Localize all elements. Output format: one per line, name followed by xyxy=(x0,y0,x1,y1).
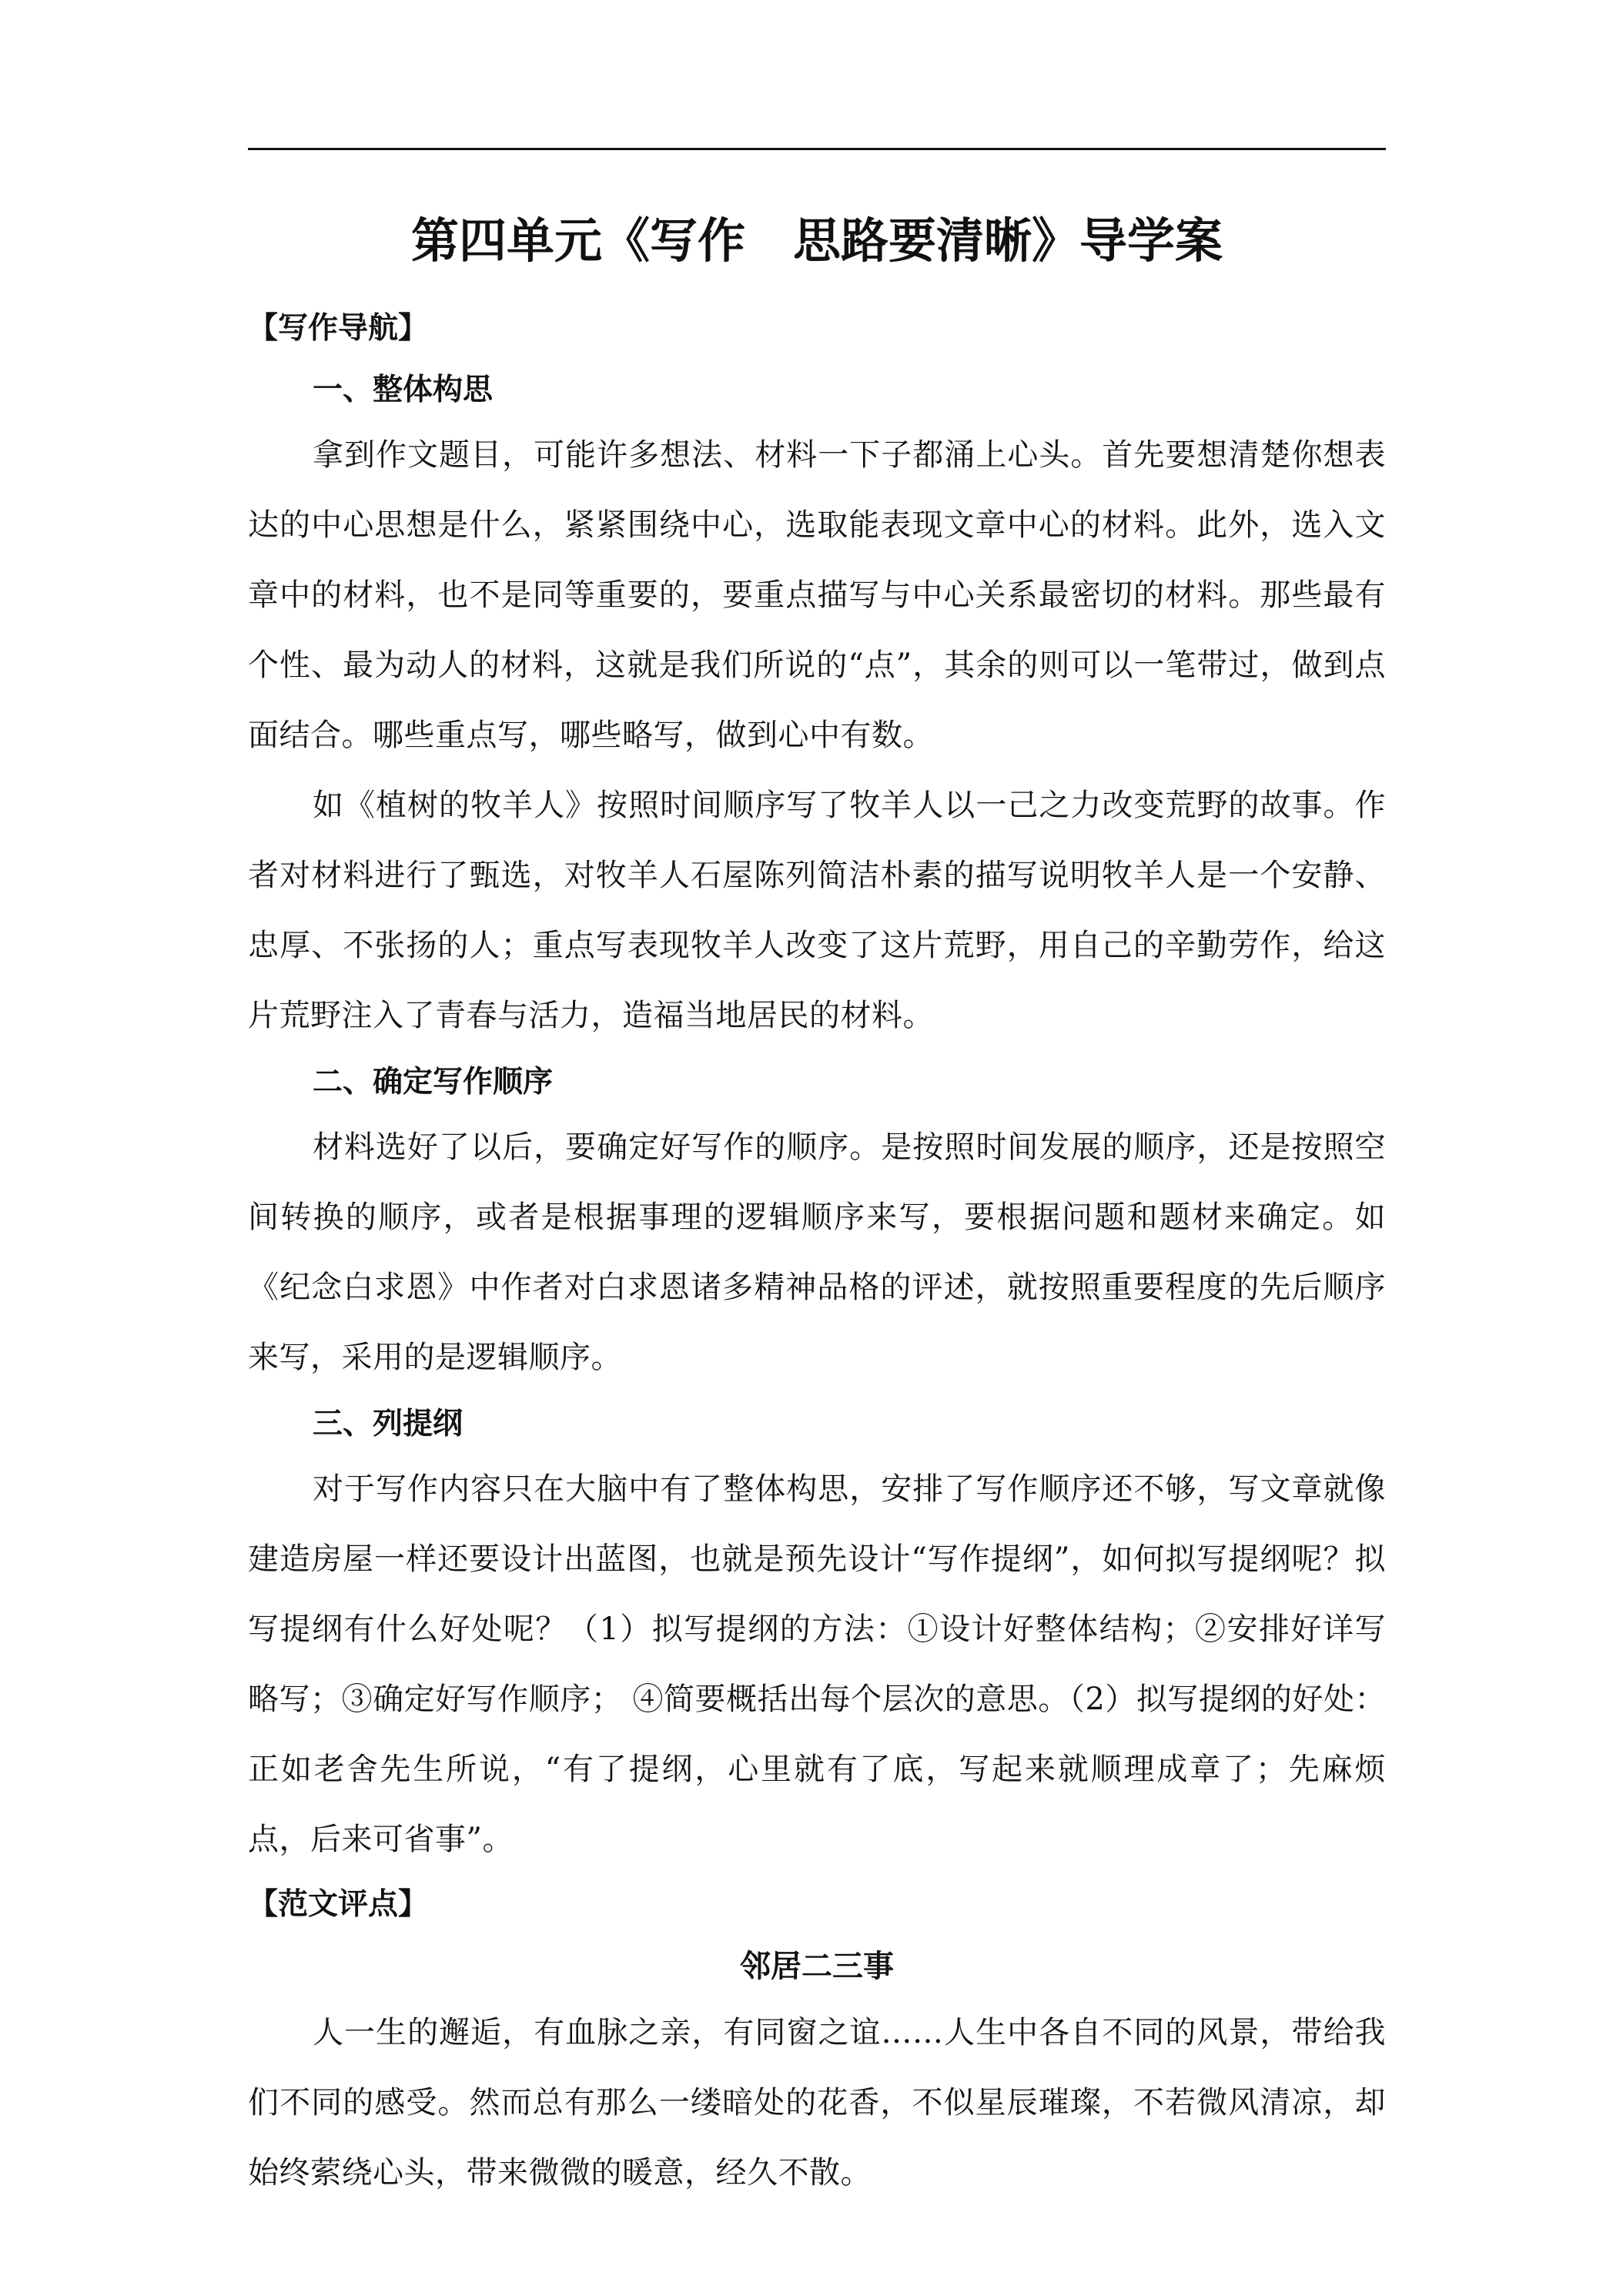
section-heading-model-review: 【范文评点】 xyxy=(248,1887,429,1922)
paragraph: 拿到作文题目，可能许多想法、材料一下子都涌上心头。首先要想清楚你想表达的中心思想是什么，紧紧围绕中心，选取能表现文章中心的材料。此外，选入文章中的材料，也不是同等重要的，要重点描写与中心关系最密切的材料。那些最有个性、最为动人的材料，这就是我们所说的“点”，其余的则可以一笔带过，做到点面结合。哪些重点写，哪些略写，做到心中有数。 xyxy=(248,437,1386,753)
header-rule xyxy=(248,148,1386,150)
paragraph: 对于写作内容只在大脑中有了整体构思，安排了写作顺序还不够，写文章就像建造房屋一样还要设计出蓝图，也就是预先设计“写作提纲”，如何拟写提纲呢？拟写提纲有什么好处呢？（1）拟写提纲的方法：①设计好整体结构；②安排好详写略写；③确定好写作顺序； ④简要概括出每个层次的意思。（2）拟写提纲的好处：正如老舍先生所说，“有了提纲，心里就有了底，写起来就顺理成章了；先麻烦点，后来可省事”。 xyxy=(248,1471,1386,1857)
paragraph: 如《植树的牧羊人》按照时间顺序写了牧羊人以一己之力改变荒野的故事。作者对材料进行了甄选，对牧羊人石屋陈列简洁朴素的描写说明牧羊人是一个安静、忠厚、不张扬的人；重点写表现牧羊人改变了这片荒野，用自己的辛勤劳作，给这片荒野注入了青春与活力，造福当地居民的材料。 xyxy=(248,788,1386,1033)
subsection-heading-writing-order: 二、确定写作顺序 xyxy=(313,1065,554,1099)
essay-paragraph: 人一生的邂逅，有血脉之亲，有同窗之谊……人生中各自不同的风景，带给我们不同的感受。然而总有那么一缕暗处的花香，不似星辰璀璨，不若微风清凉，却始终萦绕心头，带来微微的暖意，经久不散。 xyxy=(248,2015,1386,2191)
paragraph: 材料选好了以后，要确定好写作的顺序。是按照时间发展的顺序，还是按照空间转换的顺序，或者是根据事理的逻辑顺序来写，要根据问题和题材来确定。如《纪念白求恩》中作者对白求恩诸多精神品格的评述，就按照重要程度的先后顺序来写，采用的是逻辑顺序。 xyxy=(248,1130,1386,1375)
subsection-heading-outline: 三、列提纲 xyxy=(313,1407,463,1441)
subsection-heading-overall-concept: 一、整体构思 xyxy=(313,373,494,407)
content-flow xyxy=(248,299,1386,2208)
page-title: 第四单元《写作 思路要清晰》导学案 xyxy=(410,213,1223,269)
essay-title: 邻居二三事 xyxy=(740,1949,894,1984)
section-heading-writing-guide: 【写作导航】 xyxy=(248,311,429,346)
